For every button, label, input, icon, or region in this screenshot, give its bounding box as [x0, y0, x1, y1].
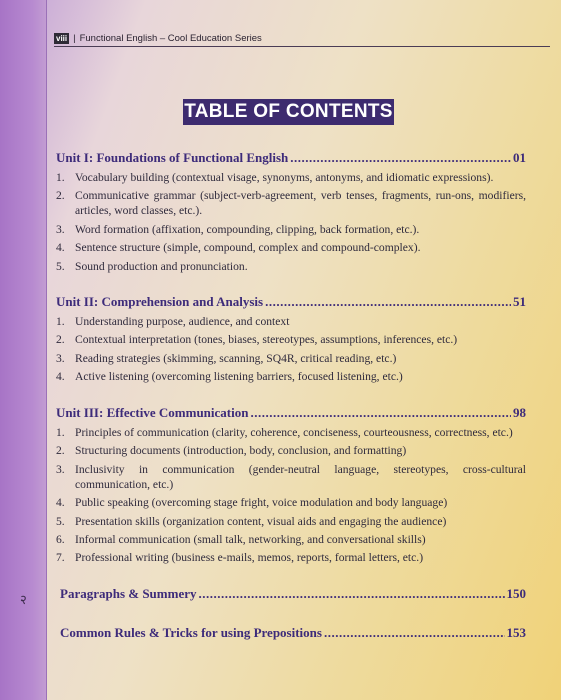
- list-item: [56, 314, 526, 329]
- item-text: Presentation skills (organization content, visual aids and engaging the audience): [75, 514, 447, 528]
- item-number: 4.: [56, 241, 65, 255]
- list-item: [56, 443, 526, 458]
- list-item: [56, 550, 526, 565]
- prepositions-title: Common Rules & Tricks for using Prepositions: [60, 625, 322, 640]
- unit-2-topic-list: [56, 314, 526, 384]
- item-text: Inclusivity in communication (gender-neutral language, stereotypes, cross-cultural communication, etc.): [75, 462, 526, 491]
- prepositions-page: 153: [506, 625, 526, 640]
- item-number: 3.: [56, 222, 65, 236]
- item-text: Vocabulary building (contextual visage, synonyms, antonyms, and idiomatic expressions).: [75, 171, 494, 184]
- item-number: 1.: [56, 426, 65, 439]
- item-text: Principles of communication (clarity, coherence, conciseness, courteousness, correctness, etc.): [75, 426, 513, 439]
- running-head: [54, 30, 550, 46]
- running-head-title: Functional English – Cool Education Series: [79, 32, 262, 44]
- running-head-separator: |: [73, 32, 76, 44]
- item-text: Public speaking (overcoming stage fright, voice modulation and body language): [75, 496, 448, 510]
- unit-1-topic-list: [56, 170, 526, 274]
- list-item: [56, 351, 526, 366]
- item-number: 7.: [56, 551, 65, 565]
- leader-dots: [250, 405, 511, 421]
- item-number: 3.: [56, 462, 65, 476]
- page-title: TABLE OF CONTENTS: [183, 99, 394, 125]
- paragraphs-heading[interactable]: [60, 586, 526, 602]
- item-text: Reading strategies (skimming, scanning, SQ4R, critical reading, etc.): [75, 351, 397, 365]
- leader-dots: [199, 586, 505, 602]
- item-text: Active listening (overcoming listening barriers, focused listening, etc.): [75, 370, 403, 384]
- list-item: [56, 332, 526, 347]
- item-number: 6.: [56, 532, 65, 546]
- item-number: 2.: [56, 333, 65, 347]
- item-text: Sentence structure (simple, compound, complex and compound-complex).: [75, 241, 421, 255]
- prepositions-section: [60, 625, 526, 641]
- unit-3-page: 98: [513, 405, 526, 420]
- book-spine-shadow: [0, 0, 47, 700]
- item-text: Word formation (affixation, compounding, clipping, back formation, etc.).: [75, 222, 420, 236]
- item-number: 3.: [56, 351, 65, 365]
- list-item: [56, 240, 526, 255]
- item-text: Communicative grammar (subject-verb-agreement, verb tenses, fragments, run-ons, modifiers, articles, word classes, etc.).: [75, 189, 526, 218]
- unit-2-heading[interactable]: [56, 294, 526, 310]
- list-item: [56, 532, 526, 547]
- list-item: [56, 188, 526, 218]
- item-number: 5.: [56, 514, 65, 528]
- leader-dots: [324, 625, 505, 641]
- item-number: 4.: [56, 496, 65, 510]
- paragraphs-page: 150: [506, 586, 526, 601]
- margin-mark: २: [20, 592, 27, 607]
- item-text: Structuring documents (introduction, body, conclusion, and formatting): [75, 444, 407, 458]
- unit-3-section: [56, 405, 526, 569]
- unit-2-title: Unit II: Comprehension and Analysis: [56, 294, 264, 309]
- prepositions-heading[interactable]: [60, 625, 526, 641]
- unit-1-section: [56, 150, 526, 277]
- list-item: [56, 369, 526, 384]
- item-number: 1.: [56, 315, 65, 328]
- unit-3-heading[interactable]: [56, 405, 526, 421]
- item-number: 4.: [56, 370, 65, 384]
- leader-dots: [265, 294, 511, 310]
- list-item: [56, 495, 526, 510]
- item-number: 2.: [56, 444, 65, 458]
- unit-2-page: 51: [513, 294, 526, 309]
- page-number-badge: viii: [56, 33, 68, 43]
- header-rule: [54, 46, 550, 47]
- unit-2-section: [56, 294, 526, 388]
- list-item: [56, 170, 526, 185]
- unit-3-title: Unit III: Effective Communication: [56, 405, 249, 420]
- item-text: Understanding purpose, audience, and context: [75, 315, 290, 328]
- item-number: 1.: [56, 171, 65, 184]
- item-number: 5.: [56, 259, 65, 273]
- list-item: [56, 259, 526, 274]
- list-item: [56, 222, 526, 237]
- item-text: Contextual interpretation (tones, biases, stereotypes, assumptions, inferences, etc.): [75, 333, 458, 347]
- unit-1-title: Unit I: Foundations of Functional English: [56, 150, 289, 165]
- item-text: Sound production and pronunciation.: [75, 259, 248, 273]
- item-number: 2.: [56, 189, 65, 203]
- item-text: Professional writing (business e-mails, memos, reports, formal letters, etc.): [75, 551, 424, 565]
- list-item: [56, 425, 526, 440]
- list-item: [56, 514, 526, 529]
- paragraphs-title: Paragraphs & Summery: [60, 586, 197, 601]
- unit-3-topic-list: [56, 425, 526, 565]
- leader-dots: [290, 150, 511, 166]
- unit-1-heading[interactable]: [56, 150, 526, 166]
- list-item: [56, 462, 526, 492]
- unit-1-page: 01: [513, 150, 526, 165]
- paragraphs-section: [60, 586, 526, 602]
- item-text: Informal communication (small talk, networking, and conversational skills): [75, 532, 426, 546]
